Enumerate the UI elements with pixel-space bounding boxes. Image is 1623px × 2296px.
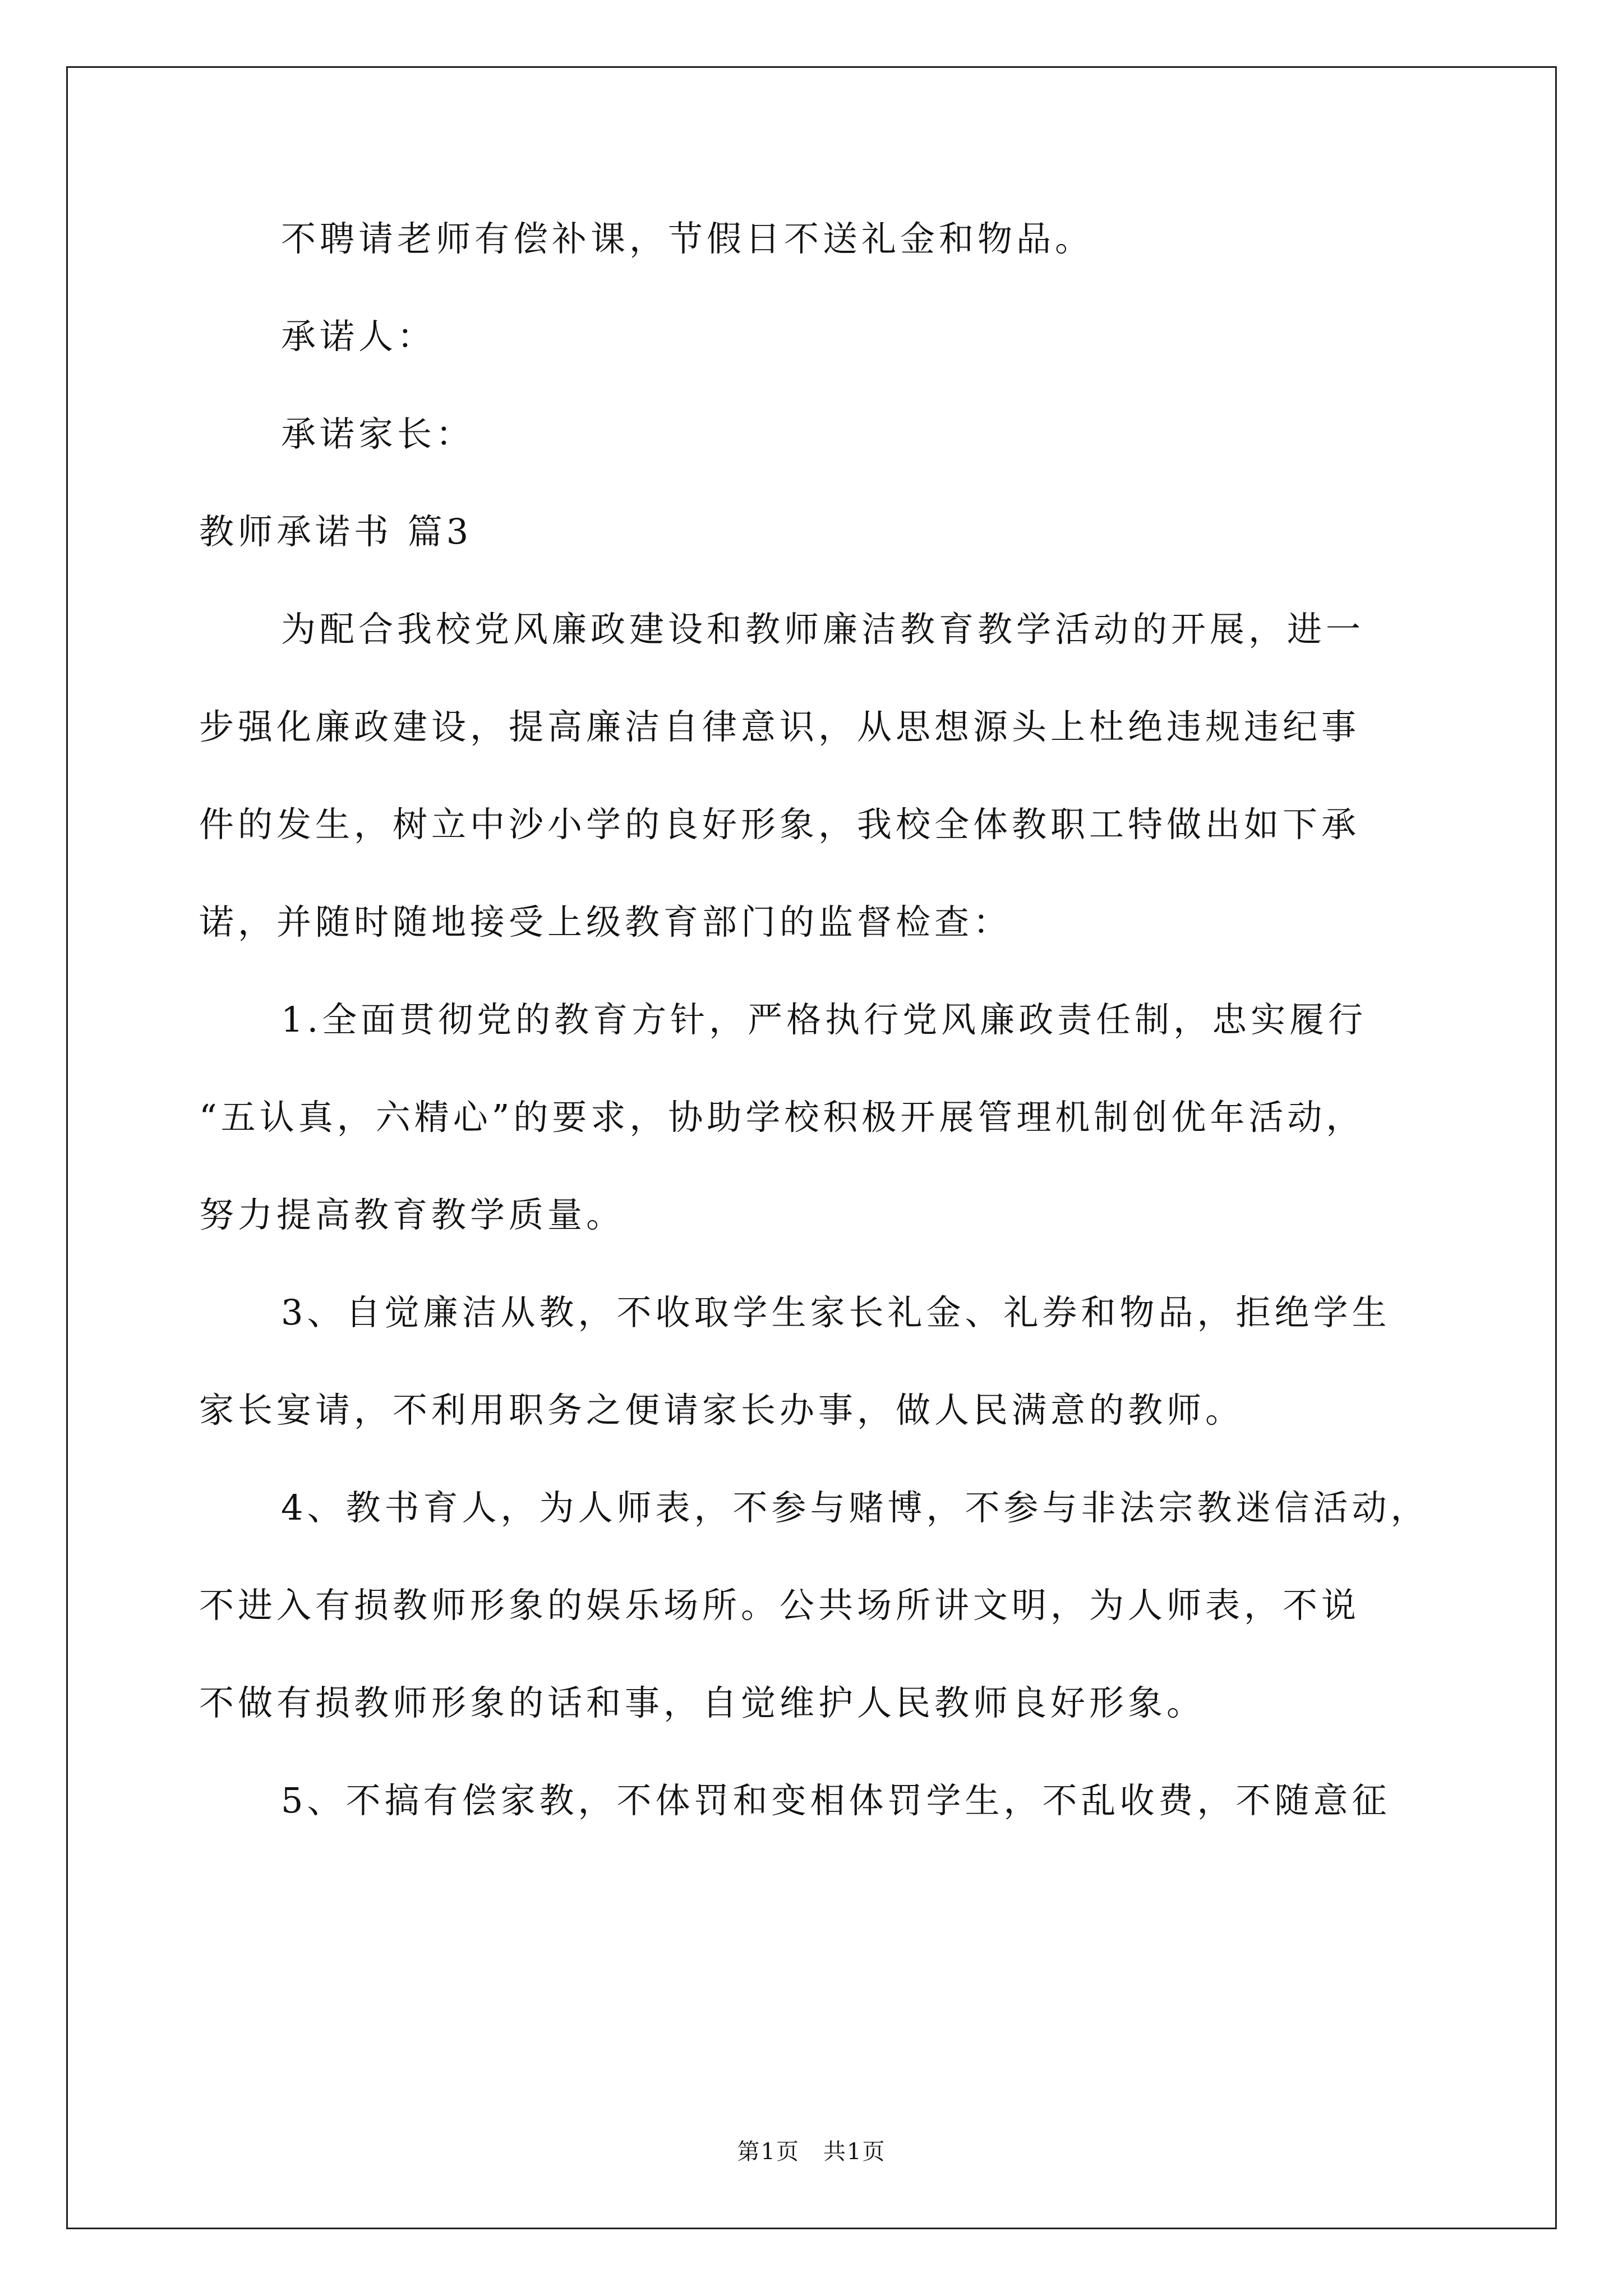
- section-heading: 教师承诺书 篇3: [199, 511, 473, 552]
- paragraph-line: “五认真，六精心”的要求，协助学校积极开展管理机制创优年活动，: [199, 1097, 1365, 1138]
- page-number-footer: 第1页 共1页: [737, 2139, 886, 2165]
- paragraph-line: 努力提高教育教学质量。: [199, 1194, 625, 1235]
- paragraph-line: 为配合我校党风廉政建设和教师廉洁教育教学活动的开展，进一: [281, 609, 1365, 650]
- paragraph-line: 家长宴请，不利用职务之便请家长办事，做人民满意的教师。: [199, 1389, 1244, 1430]
- paragraph-line: 步强化廉政建设，提高廉洁自律意识，从思想源头上杜绝违规违纪事: [199, 706, 1361, 747]
- paragraph-line: 3、自觉廉洁从教，不收取学生家长礼金、礼券和物品，拒绝学生: [281, 1292, 1391, 1333]
- page-border: [66, 66, 1557, 2229]
- paragraph-line: 5、不搞有偿家教，不体罚和变相体罚学生，不乱收费，不随意征: [281, 1780, 1391, 1821]
- paragraph-line: 不聘请老师有偿补课，节假日不送礼金和物品。: [281, 218, 1094, 259]
- signature-label-parent: 承诺家长：: [281, 413, 475, 454]
- paragraph-line: 4、教书育人，为人师表，不参与赌博，不参与非法宗教迷信活动，: [281, 1487, 1430, 1528]
- signature-label-promisor: 承诺人：: [281, 316, 436, 357]
- paragraph-line: 不进入有损教师形象的娱乐场所。公共场所讲文明，为人师表，不说: [199, 1585, 1361, 1626]
- paragraph-line: 不做有损教师形象的话和事，自觉维护人民教师良好形象。: [199, 1682, 1206, 1723]
- paragraph-line: 诺，并随时随地接受上级教育部门的监督检查：: [199, 901, 1012, 942]
- paragraph-line: 1.全面贯彻党的教育方针，严格执行党风廉政责任制，忠实履行: [281, 999, 1367, 1040]
- paragraph-line: 件的发生，树立中沙小学的良好形象，我校全体教职工特做出如下承: [199, 804, 1361, 845]
